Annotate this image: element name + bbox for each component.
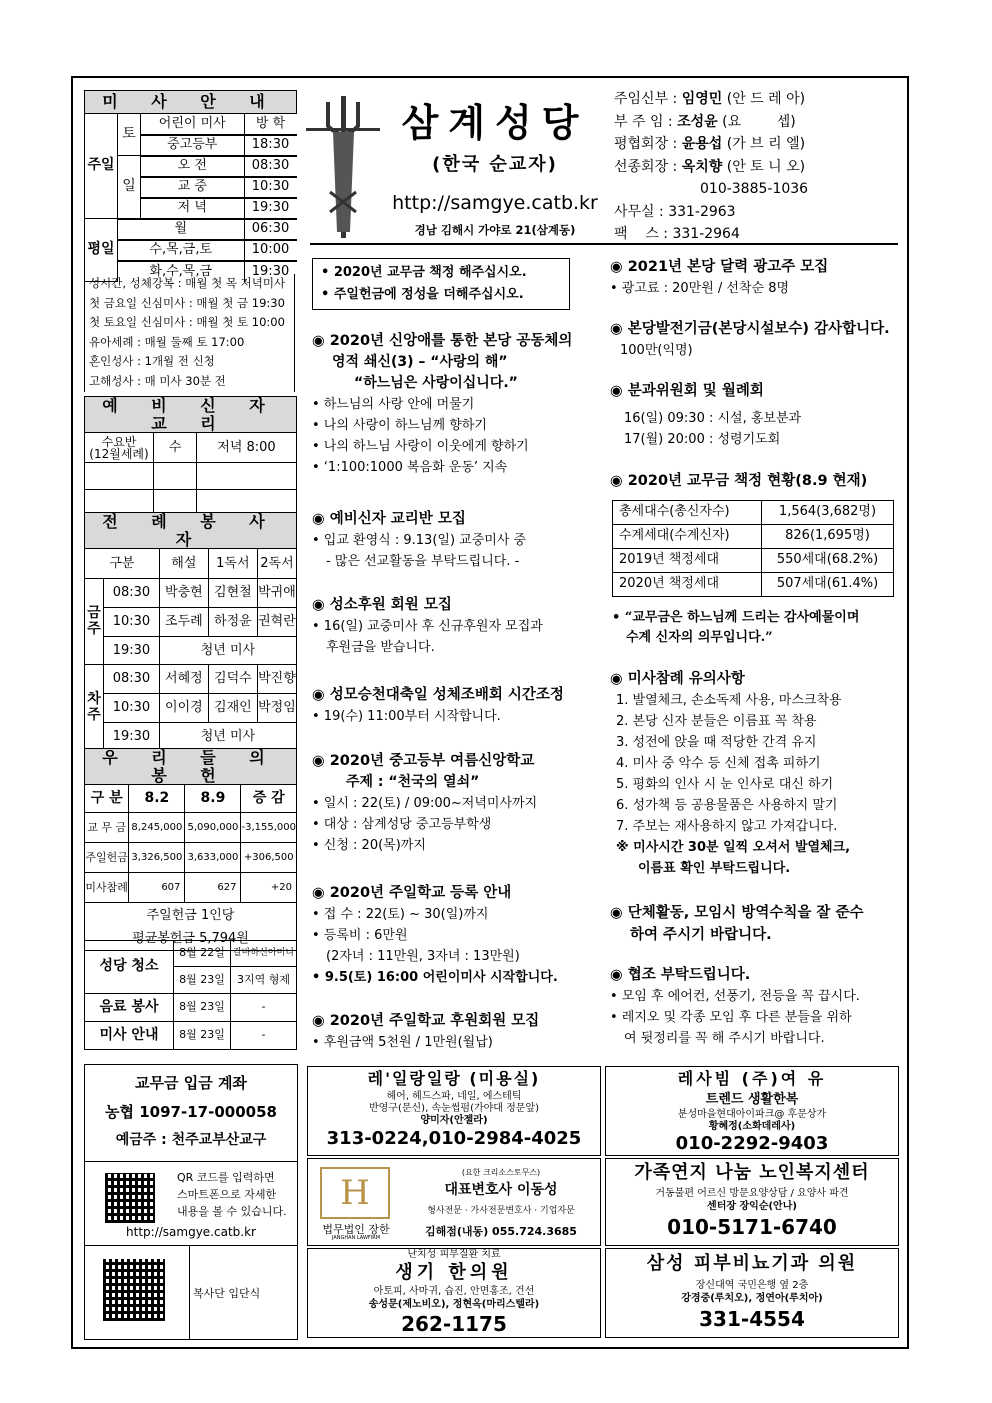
qr-code-icon[interactable] (105, 1173, 155, 1223)
liturgy-cell: 박귀애 (257, 579, 296, 608)
cleaning-label: 성당 청소 (85, 941, 174, 994)
liturgy-cell: 청년 미사 (159, 637, 296, 665)
staff-row: 선종회장 : 옥치향 (안 토 니 오) (614, 158, 806, 175)
mass-schedule-table (84, 90, 297, 282)
notice-line: • 주일헌금에 정성을 더해주십시오. (321, 287, 524, 302)
notice-tithe-status: ◉ 2020년 교무금 책정 현황(8.9 현재) (610, 473, 868, 489)
account-title: 교무금 입금 계좌 (135, 1074, 247, 1092)
mass-row-time: 10:30 (244, 177, 297, 197)
liturgy-cell: 19:30 (104, 723, 160, 751)
notice-line: • 2020년 교무금 책정 해주십시오. (321, 265, 527, 280)
mass-row-name: 어린이 미사 (141, 114, 244, 134)
liturgy-cell: 김재인 (208, 694, 257, 723)
notice-group-quarantine: ◉ 단체활동, 모임시 방역수칙을 잘 준수 하여 주시기 바랍니다. (610, 905, 864, 943)
offering-cell: 3,326,500 (129, 843, 185, 873)
offering-cell: 미사참례 (85, 873, 129, 903)
tithe-cell: 수계세대(수계신자) (613, 525, 762, 549)
notice-mass-precautions: ◉ 미사참례 유의사항 1. 발열체크, 손소독제 사용, 마스크착용 2. 본당 신자 분들은 이름표 꼭 착용 3. 성전에 앉을 때 적당한 간격 유지 4. 미사 중 악수 등 신체 접촉 피하기 5. 평화의 인사 시 눈 인사로 대신 하기 6. 성가책 등 공용물품은 사용하지 말기 7. 주보는 재사용하지 않고 가져갑니다. ※ 미사시간 30분 일찍 오셔서 발열체크, 이름표 확인 부탁드립니다. (610, 671, 851, 876)
offering-cell: 607 (129, 873, 185, 903)
liturgy-title: 전 례 봉 사 자 (85, 513, 297, 549)
liturgy-cell: 박정임 (257, 694, 296, 723)
church-subtitle: (한국 순교자) (432, 154, 558, 175)
mass-row-time: 06:30 (244, 220, 297, 240)
church-address: 경남 김해시 가야로 21(삼계동) (414, 223, 576, 237)
offering-cell: 627 (185, 873, 241, 903)
duty-value: - (231, 1022, 297, 1050)
mass-row-name: 화,수,목,금 (118, 262, 244, 282)
liturgy-cell: 10:30 (104, 608, 160, 637)
notice-school-sponsor: ◉ 2020년 주일학교 후원회원 모집 • 후원금액 5천원 / 1만원(월납) (312, 1013, 540, 1050)
qr-url[interactable]: http://samgye.catb.kr (126, 1225, 256, 1239)
duty-date: 8월 23일 (174, 994, 231, 1022)
liturgy-cell: 08:30 (104, 665, 160, 694)
mass-row-name: 교 중 (141, 177, 244, 197)
ad-elderly-care: 가족연지 나눔 노인복지센터 거동불편 어르신 방문요양상담 / 요양사 파견 센터장 장익순(안나) 010-5171-6740 (605, 1158, 899, 1246)
sat-label: 토 (118, 114, 141, 156)
guide-label: 미사 안내 (85, 1022, 174, 1050)
liturgy-header: 해설 (159, 549, 208, 579)
mass-row-name: 월 (118, 220, 244, 240)
header-divider (310, 243, 898, 245)
notice-assumption: ◉ 성모승천대축일 성체조배회 시간조정 • 19(수) 11:00부터 시작합니다. (312, 687, 564, 724)
catechumen-class: 수요반 (12월세례) (85, 433, 154, 463)
staff-row: 평협회장 : 윤용섭 (가 브 리 엘) (614, 136, 806, 152)
drink-label: 음료 봉사 (85, 994, 174, 1022)
offering-title: 우 리 들 의 봉 헌 (85, 749, 297, 785)
offering-cell: 5,090,000 (185, 813, 241, 843)
catechumen-weekday: 수 (154, 433, 197, 463)
cross-logo-icon (306, 92, 380, 242)
ad-hair-salon: 레'일랑일랑 (미용실) 헤어, 헤드스파, 네일, 에스테틱 반영구(문신), 속눈썹펌(가야대 정문앞) 양미자(안젤라) 313-0224,010-2984-4025 (307, 1066, 601, 1156)
duty-date: 8월 23일 (174, 1022, 231, 1050)
offering-average-label: 주일헌금 1인당 (146, 907, 235, 923)
liturgy-cell: 이이경 (159, 694, 208, 723)
fax-number: 팩 스 : 331-2964 (614, 226, 740, 242)
notice-committee: ◉ 분과위원회 및 월례회 16(일) 09:30 : 시설, 홍보분과 17(월) 20:00 : 성령기도회 (610, 383, 802, 447)
notice-development-fund: ◉ 본당발전기금(본당시설보수) 감사합니다. 100만(익명) (610, 321, 890, 358)
mass-row-name: 오 전 (141, 156, 244, 176)
liturgy-header: 1독서 (208, 549, 257, 579)
sunday-label: 주일 (85, 114, 118, 219)
offering-average-value: 평균봉헌금 5,794원 (132, 930, 249, 946)
mass-row-time: 19:30 (244, 262, 297, 282)
mass-row-name: 중고등부 (141, 135, 244, 155)
mass-row-time: 10:00 (244, 241, 297, 261)
mass-row-time: 방 학 (244, 114, 297, 134)
mass-note: 성시간, 성체강복 : 매월 첫 목 저녁미사 (89, 276, 286, 290)
catechumen-table (84, 396, 297, 518)
notice-sunday-school: ◉ 2020년 주일학교 등록 안내 • 접 수 : 22(토) ~ 30(일)까지 • 등록비 : 6만원 (2자녀 : 11만원, 3자녀 : 13만원) • 9.5(토) 16:00 어린이미사 시작합니다. (312, 885, 558, 985)
offering-cell: -3,155,000 (241, 813, 297, 843)
tithe-status-table (612, 500, 894, 597)
tithe-cell: 2019년 책정세대 (613, 549, 762, 573)
tithe-cell: 826(1,695명) (762, 525, 894, 549)
liturgy-header: 2독서 (257, 549, 296, 579)
liturgy-cell: 08:30 (104, 579, 160, 608)
church-url[interactable]: http://samgye.catb.kr (392, 192, 598, 214)
notice-catechumen: ◉ 예비신자 교리반 모집 • 입교 환영식 : 9.13(일) 교중미사 중 - 많은 선교활동을 부탁드립니다. - (312, 511, 527, 569)
liturgy-cell: 박충현 (159, 579, 208, 608)
mass-note: 고해성사 : 매 미사 30분 전 (89, 373, 226, 388)
mass-row-name: 수,목,금,토 (118, 241, 244, 261)
staff-row: 부 주 임 : 조성윤 (요 셉) (614, 113, 796, 130)
staff-list (614, 88, 808, 246)
notice-vocation: ◉ 성소후원 회원 모집 • 16(일) 교중미사 후 신규후원자 모집과 후원금을 받습니다. (312, 597, 543, 655)
mass-row-time: 19:30 (244, 198, 297, 218)
qr-description: QR 코드를 입력하면 스마트폰으로 자세한 내용을 볼 수 있습니다. (177, 1171, 287, 1218)
office-phone: 사무실 : 331-2963 (614, 203, 736, 220)
tithe-cell: 1,564(3,682명) (762, 501, 894, 525)
duty-value: 3지역 형제 (231, 967, 297, 994)
offering-header: 구 분 (85, 785, 129, 813)
notice-faith-year: ◉ 2020년 신앙애를 통한 본당 공동체의 영적 쇄신(3) – “사랑의 해” “하느님은 사랑이십니다.” • 하느님의 사랑 안에 머물기 • 나의 사랑이 하느님께 향하기 • 나의 하느님 사랑이 이웃에게 향하기 • ‘1:100:1000 복음화 운동’ 지속 (312, 333, 573, 475)
offering-header: 증 감 (241, 785, 297, 813)
ad-dermatology-clinic: 삼성 피부비뇨기과 의원 장신대역 국민은행 옆 2층 강경중(루치오), 정연아(루치아) 331-4554 (605, 1248, 899, 1338)
tithe-cell: 2020년 책정세대 (613, 573, 762, 597)
account-number: 농협 1097-17-000058 (105, 1103, 277, 1121)
liturgy-cell: 권혁란 (257, 608, 296, 637)
ad-oriental-clinic: 난치성 피부질환 치료 생기 한의원 아토피, 사마귀, 습진, 안면홍조, 건선 송성문(제노비오), 정현옥(마리스텔라) 262-1175 (307, 1248, 601, 1338)
catechumen-time: 저녁 8:00 (197, 433, 297, 463)
offering-cell: 3,633,000 (185, 843, 241, 873)
tithe-cell: 550세대(68.2%) (762, 549, 894, 573)
notice-summer-school: ◉ 2020년 중고등부 여름신앙학교 주제 : “천국의 열쇠” • 일시 : 22(토) / 09:00~저녁미사까지 • 대상 : 삼계성당 중고등부학생 • 신청 : 20(목)까지 (312, 753, 538, 853)
mass-notes (84, 274, 295, 392)
ad-law-firm: H 법무법인 장한 JANGHAN LAWFIRM (요한 크리소스토무스) 대표변호사 이동성 형사전문 · 가사전문변호사 · 기업자문 김해점(내동) 055.724.3685 (307, 1158, 601, 1246)
liturgy-header: 구분 (85, 549, 160, 579)
ad-space-text: 복사단 입단식 (193, 1287, 261, 1300)
liturgy-table (84, 512, 297, 751)
notice-calendar-ads: ◉ 2021년 본당 달력 광고주 모집 • 광고료 : 20만원 / 선착순 8명 (610, 259, 829, 296)
liturgy-cell: 10:30 (104, 694, 160, 723)
mass-row-name: 저 녁 (141, 198, 244, 218)
week-next-label: 차주 (85, 665, 104, 751)
catechumen-title: 예 비 신 자 교 리 (85, 397, 297, 433)
mass-note: 혼인성사 : 1개월 전 신청 (89, 354, 215, 369)
liturgy-cell: 김덕수 (208, 665, 257, 694)
mass-row-time: 08:30 (244, 156, 297, 176)
offering-table (84, 748, 297, 951)
weekday-label: 평일 (85, 219, 118, 282)
account-owner: 예금주 : 천주교부산교구 (115, 1132, 267, 1148)
mass-row-time: 18:30 (244, 135, 297, 155)
liturgy-cell: 박진향 (257, 665, 296, 694)
notice-cooperation: ◉ 협조 부탁드립니다. • 모임 후 에어컨, 선풍기, 전등을 꼭 끕시다. • 레지오 및 각종 모임 후 다른 분들을 위하 여 뒷정리를 꼭 해 주시기 바랍니다. (610, 967, 860, 1046)
qr-code-icon[interactable] (103, 1259, 165, 1321)
liturgy-cell: 19:30 (104, 637, 160, 665)
notice-box (312, 258, 570, 310)
liturgy-cell: 청년 미사 (159, 723, 296, 751)
ad-hanbok-shop: 레사빔 (주)여 유 트렌드 생활한복 분성마을현대아이파크@ 후문상가 황혜정(소화데레사) 010-2292-9403 (605, 1066, 899, 1156)
sun-label: 일 (118, 156, 141, 219)
staff-row: 주임신부 : 임영민 (안 드 레 아) (614, 91, 806, 107)
week-this-label: 금주 (85, 579, 104, 665)
tithe-cell: 507세대(61.4%) (762, 573, 894, 597)
mass-title: 미 사 안 내 (85, 91, 297, 114)
liturgy-cell: 조두례 (159, 608, 208, 637)
bottom-left-box (84, 1064, 298, 1340)
liturgy-cell: 김현철 (208, 579, 257, 608)
offering-header: 8.2 (129, 785, 185, 813)
duty-value: - (231, 994, 297, 1022)
duty-date: 8월 22일 (174, 941, 231, 967)
offering-cell: 교 무 금 (85, 813, 129, 843)
tithe-cell: 총세대수(총신자수) (613, 501, 762, 525)
liturgy-cell: 서혜정 (159, 665, 208, 694)
staff-mobile: 010-3885-1036 (700, 181, 809, 197)
duty-value: 갈바하신아머니 (231, 941, 297, 967)
mass-note: 첫 토요일 신심미사 : 매월 첫 토 10:00 (89, 315, 285, 330)
offering-cell: +20 (241, 873, 297, 903)
law-firm-logo-icon: H (320, 1167, 390, 1219)
offering-cell: +306,500 (241, 843, 297, 873)
tithe-quote: • “교무금은 하느님께 드리는 감사예물이며 수계 신자의 의무입니다.” (612, 610, 860, 645)
offering-cell: 8,245,000 (129, 813, 185, 843)
mass-note: 첫 금요일 신심미사 : 매월 첫 금 19:30 (89, 295, 285, 310)
offering-header: 8.9 (185, 785, 241, 813)
liturgy-cell: 하정윤 (208, 608, 257, 637)
duty-date: 8월 23일 (174, 967, 231, 994)
church-name: 삼계성당 (401, 101, 589, 145)
mass-note: 유아세례 : 매월 둘째 토 17:00 (89, 334, 245, 349)
offering-cell: 주일헌금 (85, 843, 129, 873)
duty-table (84, 940, 297, 1050)
